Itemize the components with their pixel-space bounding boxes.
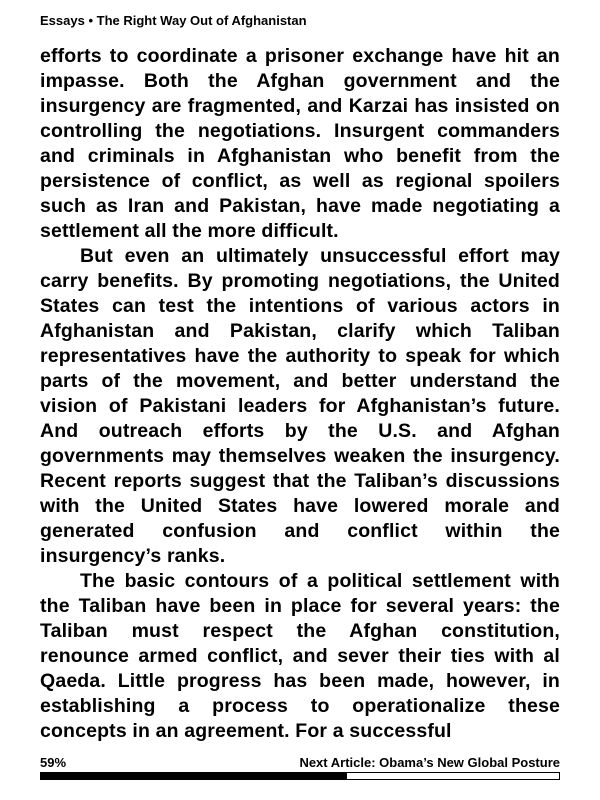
article-body: [40, 44, 560, 744]
running-header: [40, 13, 307, 28]
reading-progress-fill: [41, 773, 347, 779]
header-section: Essays: [40, 13, 85, 28]
reading-progress-label: 59%: [40, 755, 67, 770]
next-article-link[interactable]: Next Article: Obama’s New Global Posture: [299, 755, 560, 770]
paragraph-2: But even an ultimately unsuccessful effort may carry benefits. By promoting negotiations, the United States can test the intentions of various actors in Afghanistan and Pakistan, clarify which Taliban representatives have the authority to speak for which parts of the movement, and better understand the vision of Pakistani leaders for Afghanistan’s future. And outreach efforts by the U.S. and Afghan governments may themselves weaken the insurgency. Recent reports suggest that the Taliban’s discussions with the United States have lowered morale and generated confusion and conflict within the insurgency’s ranks.: [40, 245, 560, 567]
header-separator: •: [88, 13, 94, 28]
paragraph-3: The basic contours of a political settlement with the Taliban have been in place for several years: the Taliban must respect the Afghan constitution, renounce armed conflict, and sever their ties with al Qaeda. Little progress has been made, however, in establishing a process to operationalize these concepts in an agreement. For a successful: [40, 570, 560, 742]
header-title: The Right Way Out of Afghanistan: [96, 13, 307, 28]
paragraph-1: efforts to coordinate a prisoner exchange have hit an impasse. Both the Afghan government and the insurgency are fragmented, and Karzai has insisted on controlling the negotiations. Insurgent commanders and criminals in Afghanistan who benefit from the persistence of conflict, as well as regional spoilers such as Iran and Pakistan, have made negotiating a settlement all the more difficult.: [40, 45, 560, 242]
reading-progress-bar[interactable]: [40, 772, 560, 780]
